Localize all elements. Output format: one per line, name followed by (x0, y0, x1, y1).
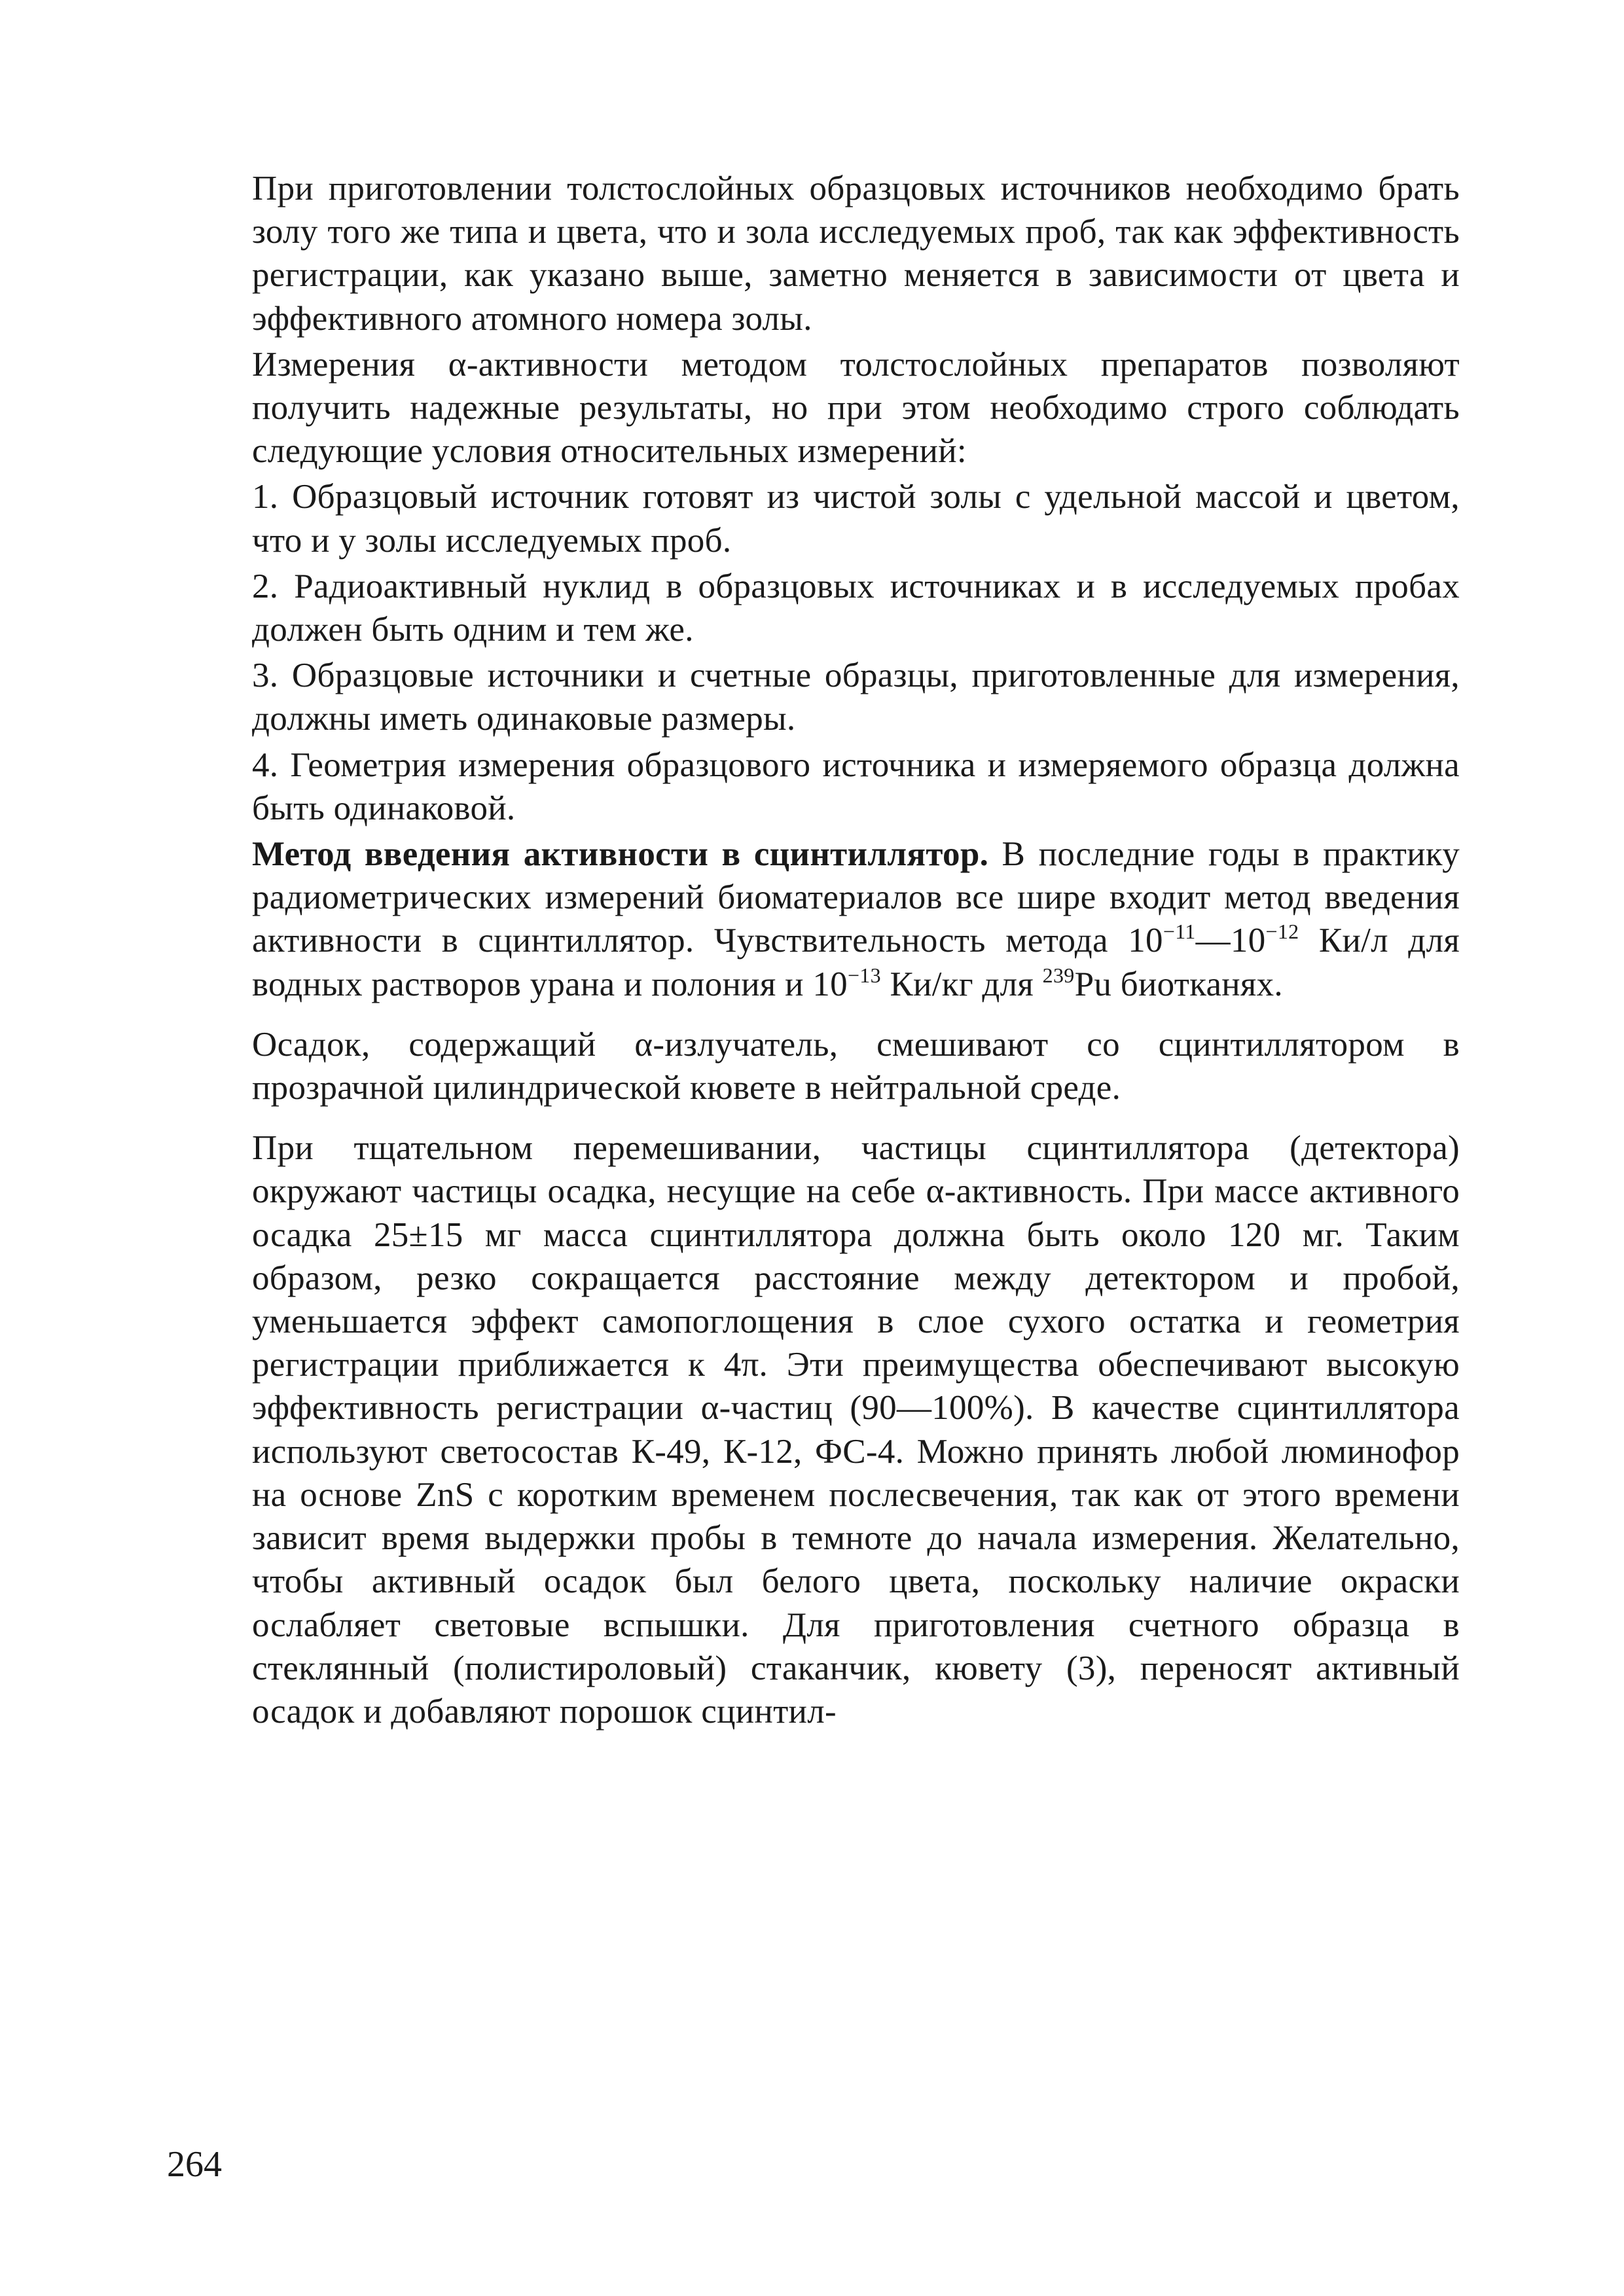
page-body (252, 167, 1460, 1733)
page-number: 264 (167, 2144, 222, 2185)
method-text-5: Pu биотканях. (1074, 965, 1283, 1003)
exponent-1: −11 (1163, 920, 1196, 944)
isotope-mass-number: 239 (1042, 963, 1075, 987)
paragraph-scintillator-method (252, 833, 1460, 1006)
paragraph-mixing: При тщательном перемешивании, частицы сцинтиллятора (детектора) окружают частицы осадка, несущие на себе α-активность. При массе активного осадка 25±15 мг масса сцинтиллятора должна быть около 120 мг. Таким образом, резко сокращается расстояние между детектором и пробой, уменьшается эффект самопоглощения в слое сухого остатка и геометрия регистрации приближается к 4π. Эти преимущества обеспечивают высокую эффективность регистрации α-частиц (90—100%). В качестве сцинтиллятора используют светосостав К-49, К-12, ФС-4. Можно принять любой люминофор на основе ZnS с коротким временем послесвечения, так как от этого времени зависит время выдержки пробы в темноте до начала измерения. Желательно, чтобы активный осадок был белого цвета, поскольку наличие окраски ослабляет световые вспышки. Для приготовления счетного образца в стеклянный (полистироловый) стаканчик, кювету (3), переносят активный осадок и добавляют порошок сцинтил- (252, 1129, 1460, 1731)
paragraph-thick-sources: При приготовлении толстослойных образцовых источников необходимо брать золу того же типа и цвета, что и зола исследуемых проб, так как эффективность регистрации, как указано выше, заметно меняется в зависимости от цвета и эффективного атомного номера золы. (252, 170, 1460, 338)
list-item-1: 1. Образцовый источник готовят из чистой золы с удельной массой и цветом, что и у золы исследуемых проб. (252, 478, 1460, 560)
method-text-1: В последние годы в практику радиометрических измерений биоматериалов все шире входит метод введения активности в сцинтиллятор. Чувствительность метода 10 (252, 835, 1460, 960)
paragraph-alpha-measurement: Измерения α-активности методом толстослойных препаратов позволяют получить надежные результаты, но при этом необходимо строго соблюдать следующие условия относительных измерений: (252, 345, 1460, 471)
method-text-3: Ки/л для водных растворов урана и полония и 10 (252, 922, 1460, 1003)
list-item-3: 3. Образцовые источники и счетные образцы, приготовленные для измерения, должны иметь одинаковые размеры. (252, 656, 1460, 738)
section-heading: Метод введения активности в сцинтиллятор. (252, 835, 989, 874)
paragraph-sediment: Осадок, содержащий α-излучатель, смешивают со сцинтиллятором в прозрачной цилиндрической кювете в нейтральной среде. (252, 1025, 1460, 1107)
list-item-2: 2. Радиоактивный нуклид в образцовых источниках и в исследуемых пробах должен быть одним и тем же. (252, 567, 1460, 649)
exponent-2: −12 (1265, 920, 1299, 944)
method-text-4: Ки/кг для (880, 965, 1043, 1003)
list-item-4: 4. Геометрия измерения образцового источника и измеряемого образца должна быть одинаковой. (252, 745, 1460, 827)
exponent-3: −13 (847, 963, 881, 987)
method-text-2: —10 (1195, 922, 1266, 960)
